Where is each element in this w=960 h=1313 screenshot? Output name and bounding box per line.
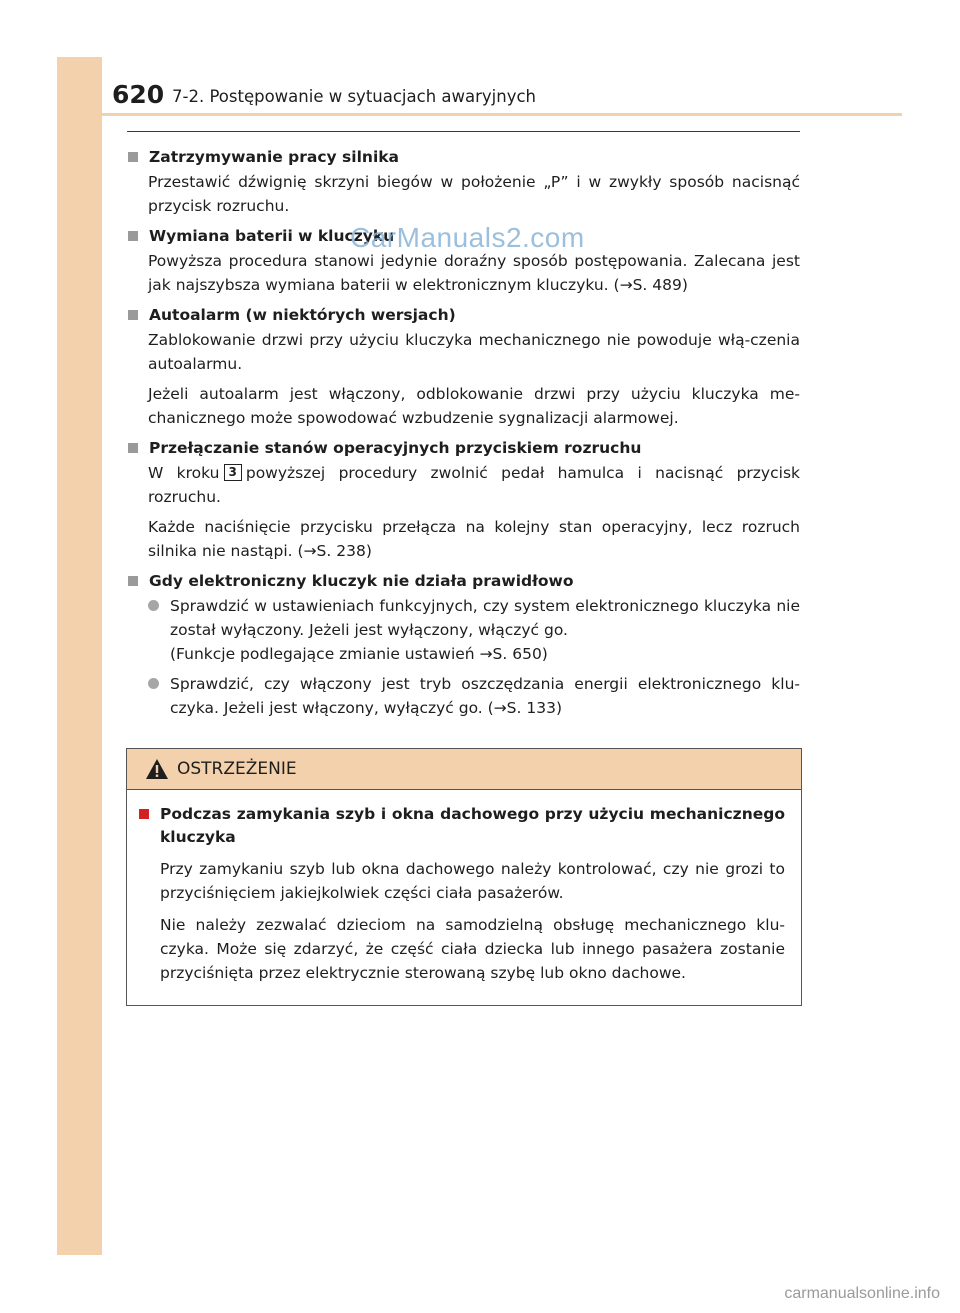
- step-suffix-text: powyższej procedury zwolnić pedał hamulca i nacisnąć przycisk rozruchu.: [148, 464, 800, 506]
- warning-body: [127, 790, 801, 985]
- side-color-band: [57, 57, 102, 1255]
- paragraph: Każde naciśnięcie przycisku przełącza na kolejny stan operacyjny, lecz rozruch silnika nie nastąpi. (→S. 238): [148, 518, 800, 560]
- paragraph: Zablokowanie drzwi przy użyciu kluczyka mechanicznego nie powoduje włą-czenia autoalarmu.: [148, 331, 800, 373]
- paragraph: Powyższa procedura stanowi jedynie doraźny sposób postępowania. Zalecana jest jak najszybsza wymiana baterii w elektronicznym kluczyku. (→S. 489): [148, 252, 800, 294]
- square-bullet-icon: [128, 443, 138, 453]
- circle-bullet-icon: [148, 678, 159, 689]
- list-item: [148, 672, 800, 720]
- section-heading-text: Przełączanie stanów operacyjnych przyciskiem rozruchu: [149, 439, 642, 457]
- header-rule: [127, 131, 800, 132]
- list-item-line: (Funkcje podlegające zmianie ustawień →S. 650): [170, 645, 548, 663]
- section-stop-engine: [127, 146, 800, 218]
- paragraph-with-step: [148, 461, 800, 509]
- warning-header: [127, 749, 801, 790]
- paragraph: Jeżeli autoalarm jest włączony, odblokowanie drzwi przy użyciu kluczyka me-chanicznego może spowodować wzbudzenie sygnalizacji alarmowej.: [148, 385, 800, 427]
- list-item-text: [170, 594, 800, 666]
- list-item-line: Sprawdzić w ustawieniach funkcyjnych, czy system elektronicznego kluczyka nie został wyłączony. Jeżeli jest wyłączony, włączyć go.: [170, 597, 800, 639]
- square-bullet-icon: [128, 152, 138, 162]
- section-heading: [127, 570, 800, 592]
- section-operating-modes: [127, 437, 800, 563]
- step-prefix-text: W kroku: [148, 464, 220, 482]
- warning-heading-text: Podczas zamykania szyb i okna dachowego przy użyciu mechanicznego kluczyka: [160, 805, 785, 846]
- header-accent-line: [102, 113, 902, 116]
- list-item-text: Sprawdzić, czy włączony jest tryb oszczędzania energii elektronicznego klu-czyka. Jeżeli jest włączony, wyłączyć go. (→S. 133): [170, 675, 800, 717]
- section-heading-text: Gdy elektroniczny kluczyk nie działa prawidłowo: [149, 572, 574, 590]
- section-heading-text: Autoalarm (w niektórych wersjach): [149, 306, 456, 324]
- warning-heading: [139, 803, 785, 849]
- red-square-bullet-icon: [139, 809, 149, 819]
- square-bullet-icon: [128, 310, 138, 320]
- circle-bullet-icon: [148, 600, 159, 611]
- warning-paragraph: Przy zamykaniu szyb lub okna dachowego należy kontrolować, czy nie grozi to przyciśnięciem jakiejkolwiek części ciała pasażerów.: [160, 860, 785, 902]
- watermark-text: CarManuals2.com: [350, 222, 585, 253]
- chapter-title: 7-2. Postępowanie w sytuacjach awaryjnych: [172, 87, 537, 106]
- paragraph: Przestawić dźwignię skrzyni biegów w położenie „P” i w zwykły sposób nacisnąć przycisk rozruchu.: [148, 173, 800, 215]
- warning-title: OSTRZEŻENIE: [177, 759, 297, 779]
- list-item: [148, 594, 800, 666]
- square-bullet-icon: [128, 231, 138, 241]
- page-number: 620: [112, 80, 165, 109]
- square-bullet-icon: [128, 576, 138, 586]
- section-heading: [127, 437, 800, 459]
- warning-box: [126, 748, 802, 1006]
- warning-triangle-icon: [145, 758, 169, 780]
- section-heading: [127, 304, 800, 326]
- section-key-malfunction: [127, 570, 800, 720]
- section-heading: [127, 146, 800, 168]
- section-alarm: [127, 304, 800, 430]
- footer-watermark: carmanualsonline.info: [784, 1285, 940, 1302]
- section-heading-text: Zatrzymywanie pracy silnika: [149, 148, 400, 166]
- warning-paragraph: Nie należy zezwalać dzieciom na samodzielną obsługę mechanicznego klu-czyka. Może się zdarzyć, że część ciała dziecka lub innego pasażera zostanie przyciśnięta przez elektrycznie sterowaną szybę lub okno dachowe.: [160, 916, 785, 982]
- section-heading-text: Wymiana baterii w kluczyku: [149, 227, 395, 245]
- step-number-badge: 3: [224, 464, 242, 481]
